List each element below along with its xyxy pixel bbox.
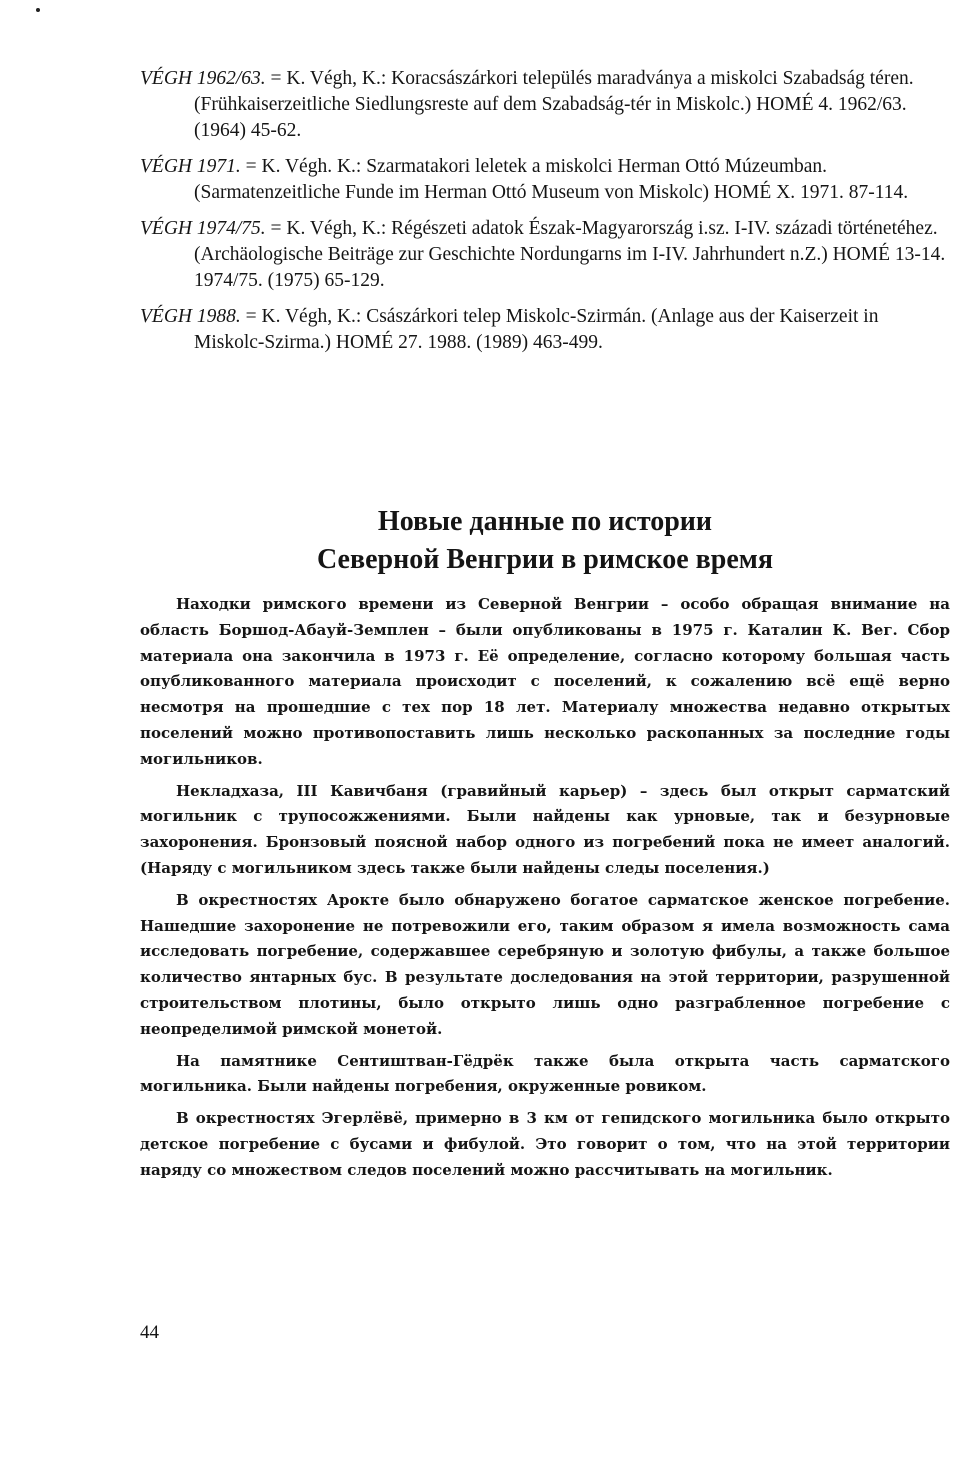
scan-speck (36, 8, 40, 12)
body-paragraph: В окрестностях Арокте было обнаружено богатое сарматское женское погребение. Нашедшие захоронение не потревожили его, таким образом я имела возможность сама исследовать погребение, содержавшее серебряную и золотую фибулы, а также большое количество янтарных бус. В результате доследования на этой территории, разрушенной строительством плотины, было открыто лишь одно разграбленное погребение с неопределимой римской монетой. (140, 890, 950, 1038)
article-body (140, 592, 950, 1190)
page-number: 44 (140, 1322, 159, 1343)
reference-key: VÉGH 1974/75. (140, 218, 266, 239)
reference-key: VÉGH 1962/63. (140, 68, 266, 89)
reference-entry (140, 66, 950, 144)
body-paragraph: На памятнике Сентиштван-Гёдрёк также была открыта часть сарматского могильника. Были найдены погребения, окруженные ровиком. (140, 1051, 950, 1096)
title-line-1: Новые данные по истории (377, 505, 713, 537)
reference-entry (140, 154, 950, 206)
reference-key: VÉGH 1971. (140, 156, 241, 177)
article-title (140, 503, 950, 579)
reference-text: = K. Végh, K.: Régészeti adatok Észak-Magyarország i.sz. I-IV. századi történetéhez. (Archäologische Beiträge zur Geschichte Nordungarns im I-IV. Jahrhundert n.Z.) HOMÉ 13-14. 1974/75. (1975) 65-129. (194, 218, 946, 291)
body-paragraph: Некладхаза, III Кавичбаня (гравийный карьер) – здесь был открыт сарматский могильник с трупосожжениями. Были найдены как урновые, так и безурновые захоронения. Бронзовый поясной набор одного из погребений пока не имеет аналогий. (Наряду с могильником здесь также были найдены следы поселения.) (140, 781, 950, 877)
body-paragraph: Находки римского времени из Северной Венгрии – особо обращая внимание на область Боршод-Абауй-Земплен – были опубликованы в 1975 г. Каталин К. Вег. Сбор материала она закончила в 1973 г. Её определение, согласно которому большая часть опубликованного материала происходит с поселений, к сожалению всё ещё верно несмотря на прошедшие с тех пор 18 лет. Материалу множества недавно открытых поселений можно противопоставить лишь несколько раскопанных за последние годы могильников. (140, 595, 950, 768)
body-paragraph: В окрестностях Эгерлёвё, примерно в 3 км от гепидского могильника было открыто детское погребение с бусами и фибулой. Это говорит о том, что на этой территории наряду со множеством следов поселений можно рассчитывать на могильник. (140, 1109, 950, 1179)
reference-key: VÉGH 1988. (140, 306, 241, 327)
reference-entry (140, 304, 950, 356)
title-line-2: Северной Венгрии в римское время (316, 543, 774, 575)
reference-text: = K. Végh, K.: Császárkori telep Miskolc-Szirmán. (Anlage aus der Kaiserzeit in Miskolc-Szirma.) HOMÉ 27. 1988. (1989) 463-499. (194, 306, 879, 353)
reference-text: = K. Végh, K.: Koracsászárkori település maradványa a miskolci Szabadság téren. (Frühkaiserzeitliche Siedlungsreste auf dem Szabadság-tér in Miskolc.) HOMÉ 4. 1962/63. (1964) 45-62. (194, 68, 914, 141)
reference-text: = K. Végh. K.: Szarmatakori leletek a miskolci Herman Ottó Múzeumban. (Sarmatenzeitliche Funde im Herman Ottó Museum von Miskolc) HOMÉ X. 1971. 87-114. (194, 156, 909, 203)
reference-entry (140, 216, 950, 294)
bibliography (140, 66, 950, 366)
